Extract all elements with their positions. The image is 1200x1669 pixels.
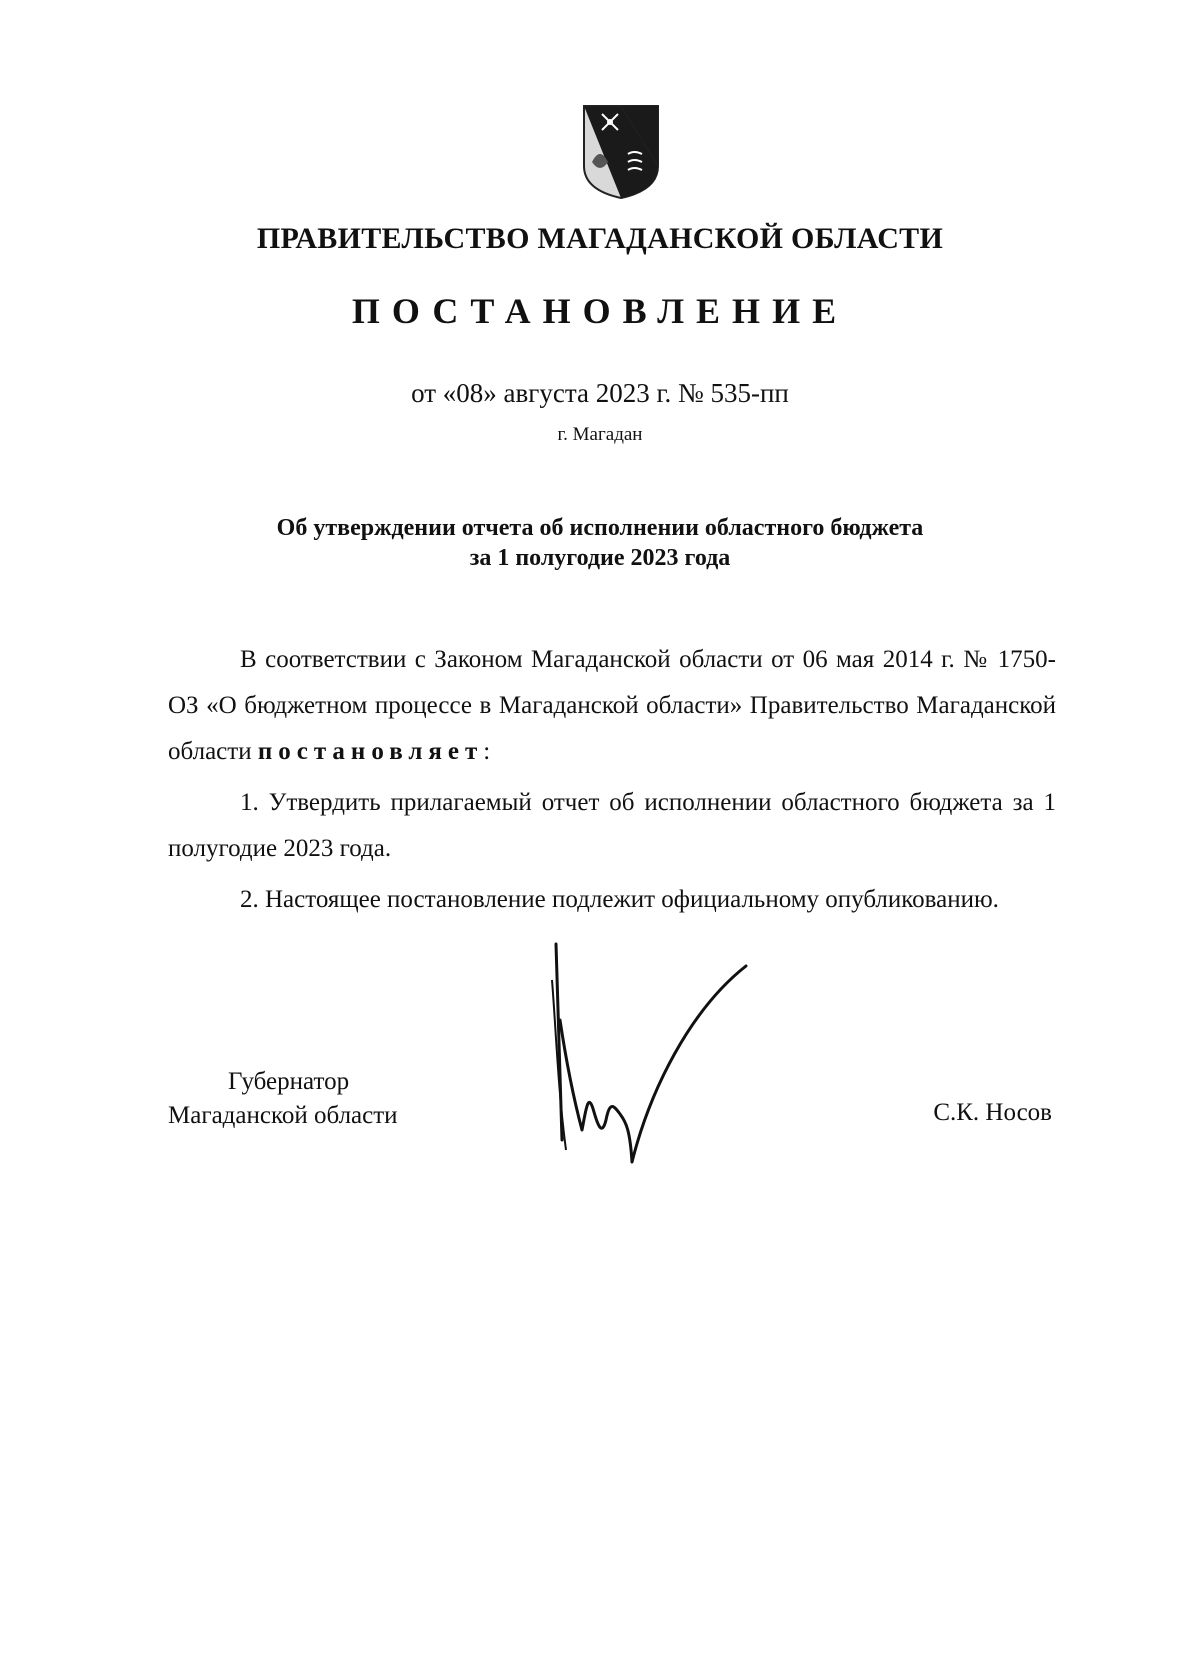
decree-word: постановляет bbox=[257, 738, 484, 765]
document-date-number: от «08» августа 2023 г. № 535-пп bbox=[411, 378, 789, 408]
handwritten-signature bbox=[540, 940, 800, 1180]
signatory-position bbox=[168, 1065, 398, 1133]
document-type: ПОСТАНОВЛЕНИЕ bbox=[351, 291, 849, 331]
coat-of-arms-emblem bbox=[582, 104, 660, 200]
preamble-text: В соответствии с Законом Магаданской области от 06 мая 2014 г. № 1750-ОЗ «О бюджетном процессе в Магаданской области» Правительство Магаданской области bbox=[168, 646, 1056, 765]
item-1-paragraph: 1. Утвердить прилагаемый отчет об исполнении областного бюджета за 1 полугодие 2023 года. bbox=[168, 789, 1056, 862]
preamble-paragraph bbox=[168, 637, 1056, 775]
position-line-2: Магаданской области bbox=[168, 1102, 398, 1129]
subject-line-1: Об утверждении отчета об исполнении областного бюджета bbox=[276, 515, 924, 541]
signatory-name: С.К. Носов bbox=[933, 1099, 1052, 1126]
document-city: г. Магадан bbox=[557, 424, 643, 445]
organization-title: ПРАВИТЕЛЬСТВО МАГАДАНСКОЙ ОБЛАСТИ bbox=[256, 222, 944, 255]
subject-line-2: за 1 полугодие 2023 года bbox=[469, 545, 731, 571]
item-2-paragraph: 2. Настоящее постановление подлежит официальному опубликованию. bbox=[240, 886, 999, 913]
decree-colon: : bbox=[483, 738, 491, 765]
document-subject bbox=[160, 513, 1040, 573]
document-body bbox=[168, 637, 1056, 928]
position-line-1: Губернатор bbox=[228, 1068, 350, 1095]
